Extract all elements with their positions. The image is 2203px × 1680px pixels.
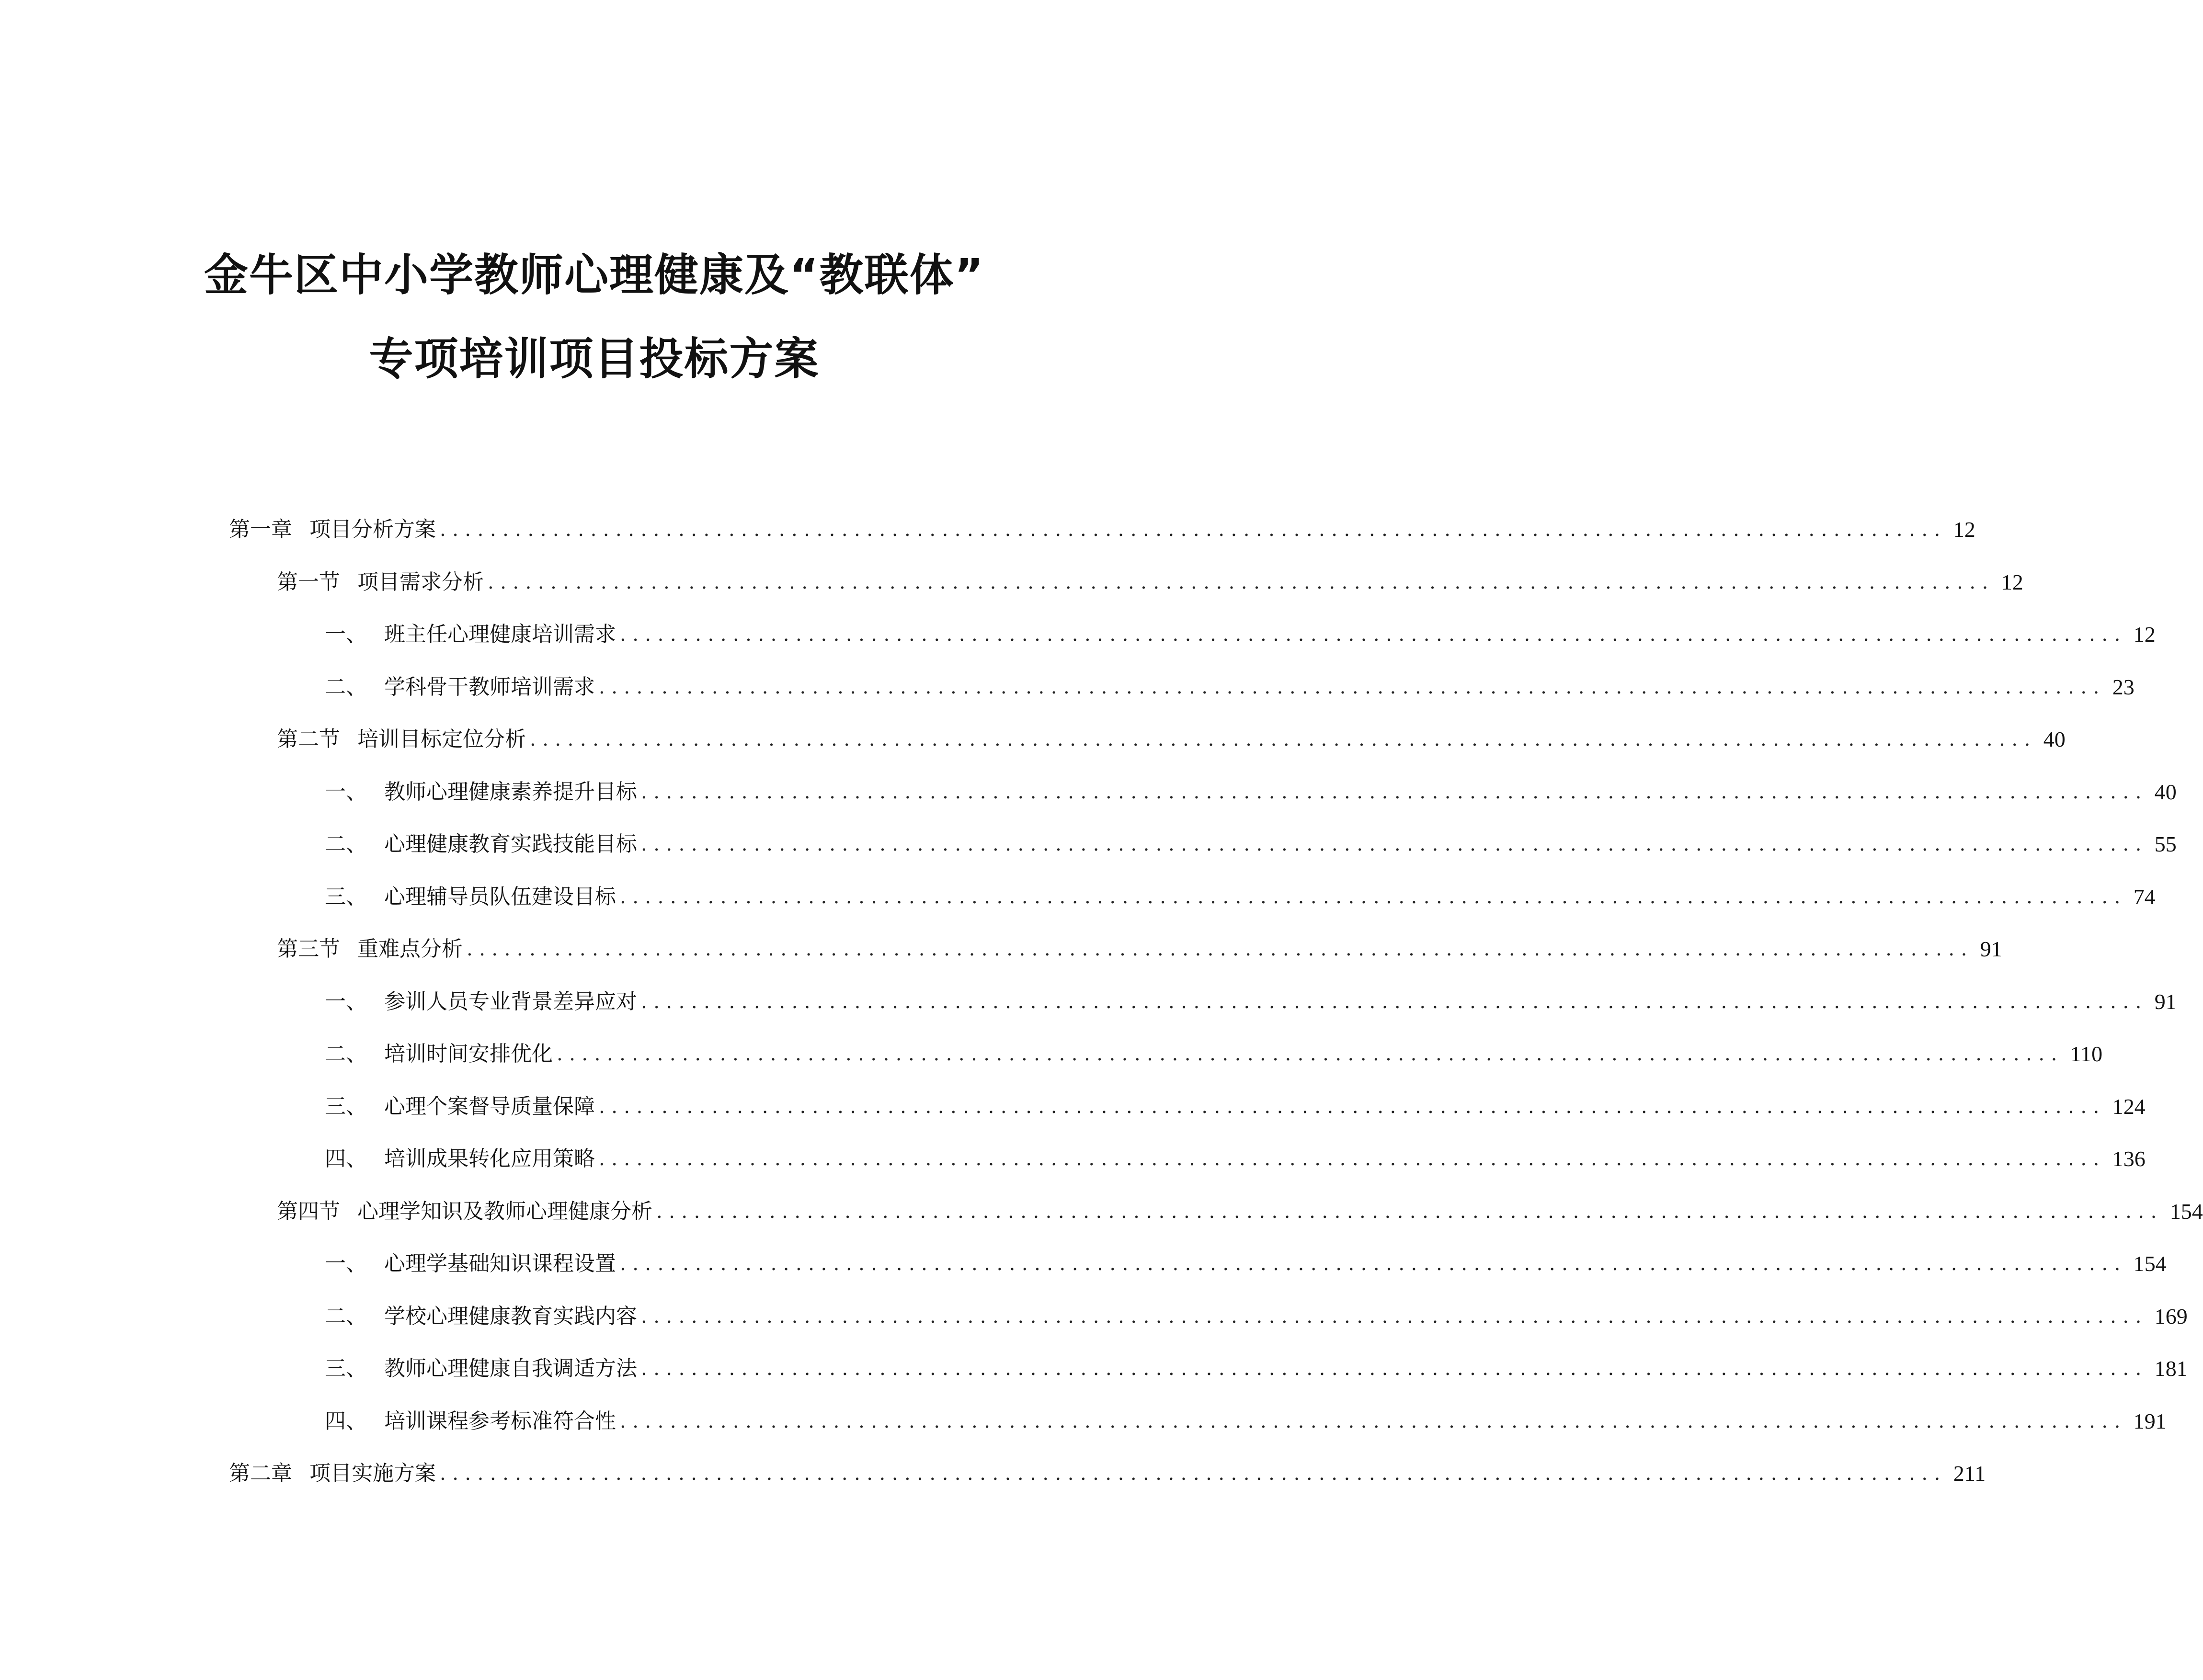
toc-entry[interactable]: [325, 773, 2177, 811]
toc-page-number: 191: [2133, 1409, 2167, 1433]
document-title-line-1: 金牛区中小学教师心理健康及“教联体”: [204, 250, 984, 301]
toc-entry[interactable]: [277, 563, 2023, 602]
toc-entry-label: [277, 1192, 656, 1231]
toc-entry-text: 班主任心理健康培训需求: [384, 622, 616, 647]
toc-entry-text: 项目分析方案: [309, 517, 436, 542]
toc-entry-text: 心理健康教育实践技能目标: [384, 832, 637, 856]
toc-entry[interactable]: [325, 1350, 2188, 1388]
toc-entry-number: 第三节: [277, 937, 340, 961]
toc-entry-text: 项目实施方案: [309, 1461, 436, 1486]
toc-entry-text: 心理学知识及教师心理健康分析: [357, 1199, 652, 1224]
toc-entry[interactable]: [325, 1035, 2103, 1073]
toc-entry-label: [325, 1245, 620, 1283]
toc-entry-number: 第一章: [229, 517, 292, 542]
toc-entry[interactable]: [277, 930, 2002, 968]
toc-entry-label: [277, 930, 467, 968]
toc-entry-number: 第二章: [229, 1461, 292, 1486]
toc-entry-label: [325, 1297, 641, 1336]
toc-entry-label: [277, 720, 530, 759]
toc-entry-label: [229, 511, 440, 549]
toc-page-number: 91: [2154, 989, 2177, 1014]
toc-entry[interactable]: [325, 1402, 2167, 1441]
toc-entry-label: [325, 1035, 557, 1073]
toc-entry[interactable]: [325, 1140, 2146, 1178]
toc-entry[interactable]: [325, 1297, 2188, 1336]
toc-entry-number: 四、: [325, 1409, 367, 1433]
toc-entry-text: 培训课程参考标准符合性: [384, 1409, 616, 1433]
toc-entry-number: 一、: [325, 989, 367, 1014]
toc-entry-text: 培训时间安排优化: [384, 1042, 553, 1066]
toc-leader-dots: ........................................................................................................................: [440, 1463, 1947, 1485]
toc-page-number: 55: [2154, 832, 2177, 856]
toc-entry-text: 心理辅导员队伍建设目标: [384, 885, 616, 909]
toc-entry-label: [325, 825, 641, 863]
toc-entry-label: [325, 615, 620, 654]
toc-entry-number: 三、: [325, 885, 367, 909]
toc-entry-label: [325, 1088, 599, 1126]
toc-entry-text: 教师心理健康自我调适方法: [384, 1356, 637, 1381]
toc-page-number: 154: [2133, 1251, 2167, 1276]
toc-entry-label: [325, 1402, 620, 1441]
toc-entry-number: 四、: [325, 1146, 367, 1171]
toc-entry-label: [325, 773, 641, 811]
toc-entry[interactable]: [325, 668, 2135, 706]
toc-entry-number: 第四节: [277, 1199, 340, 1224]
toc-entry-text: 重难点分析: [357, 937, 463, 961]
toc-entry-text: 培训目标定位分析: [357, 727, 526, 751]
toc-leader-dots: ........................................................................................................................: [599, 1096, 2106, 1118]
toc-entry-text: 项目需求分析: [357, 570, 484, 594]
toc-page-number: 12: [1953, 517, 1975, 542]
toc-page-number: 169: [2154, 1304, 2188, 1328]
toc-entry-number: 二、: [325, 675, 367, 699]
toc-entry-text: 教师心理健康素养提升目标: [384, 780, 637, 804]
toc-entry[interactable]: [325, 615, 2156, 654]
toc-entry-text: 心理学基础知识课程设置: [384, 1251, 616, 1276]
toc-entry-text: 学科骨干教师培训需求: [384, 675, 595, 699]
toc-page-number: 23: [2112, 675, 2135, 699]
toc-entry[interactable]: [277, 720, 2066, 759]
toc-leader-dots: ........................................................................................................................: [488, 571, 1995, 593]
toc-entry[interactable]: [229, 511, 1975, 549]
toc-entry-number: 二、: [325, 1042, 367, 1066]
toc-entry-number: 一、: [325, 1251, 367, 1276]
toc-entry[interactable]: [277, 1192, 2203, 1231]
toc-entry-label: [277, 563, 488, 602]
toc-entry-label: [229, 1454, 440, 1493]
toc-entry[interactable]: [325, 983, 2177, 1021]
toc-page-number: 12: [2133, 622, 2156, 647]
toc-page-number: 91: [1980, 937, 2002, 961]
toc-page-number: 136: [2112, 1146, 2146, 1171]
toc-leader-dots: ........................................................................................................................: [641, 833, 2148, 855]
toc-page-number: 211: [1953, 1461, 1986, 1486]
toc-entry[interactable]: [325, 1245, 2167, 1283]
toc-leader-dots: ........................................................................................................................: [620, 1253, 2127, 1275]
toc-entry-number: 二、: [325, 832, 367, 856]
toc-page-number: 154: [2169, 1199, 2203, 1224]
toc-page-number: 124: [2112, 1094, 2146, 1119]
toc-entry-text: 培训成果转化应用策略: [384, 1146, 595, 1171]
toc-leader-dots: ........................................................................................................................: [641, 781, 2148, 803]
toc-leader-dots: ........................................................................................................................: [530, 728, 2037, 750]
toc-leader-dots: ........................................................................................................................: [641, 1305, 2148, 1328]
toc-entry-number: 第一节: [277, 570, 340, 594]
toc-leader-dots: ........................................................................................................................: [620, 886, 2127, 908]
toc-entry-text: 参训人员专业背景差异应对: [384, 989, 637, 1014]
toc-leader-dots: ........................................................................................................................: [620, 624, 2127, 646]
toc-entry[interactable]: [229, 1454, 1986, 1493]
toc-page-number: 40: [2043, 727, 2066, 751]
toc-leader-dots: ........................................................................................................................: [467, 938, 1974, 960]
toc-leader-dots: ........................................................................................................................: [620, 1410, 2127, 1432]
toc-leader-dots: ........................................................................................................................: [599, 1148, 2106, 1170]
toc-entry-label: [325, 983, 641, 1021]
toc-page-number: 40: [2154, 780, 2177, 804]
toc-leader-dots: ........................................................................................................................: [641, 991, 2148, 1013]
toc-entry-number: 二、: [325, 1304, 367, 1328]
toc-entry-number: 一、: [325, 622, 367, 647]
toc-entry-label: [325, 878, 620, 916]
toc-entry-number: 三、: [325, 1094, 367, 1119]
toc-entry-number: 三、: [325, 1356, 367, 1381]
toc-page-number: 12: [2001, 570, 2023, 594]
toc-entry-label: [325, 668, 599, 706]
toc-entry-label: [325, 1140, 599, 1178]
toc-entry-number: 一、: [325, 780, 367, 804]
toc-leader-dots: ........................................................................................................................: [656, 1201, 2163, 1223]
toc-leader-dots: ........................................................................................................................: [557, 1043, 2064, 1065]
toc-entry-text: 学校心理健康教育实践内容: [384, 1304, 637, 1328]
toc-entry-label: [325, 1350, 641, 1388]
toc-page-number: 181: [2154, 1356, 2188, 1381]
toc-entry[interactable]: [325, 825, 2177, 863]
toc-leader-dots: ........................................................................................................................: [641, 1358, 2148, 1380]
toc-entry-number: 第二节: [277, 727, 340, 751]
toc-entry[interactable]: [325, 878, 2156, 916]
toc-leader-dots: ........................................................................................................................: [440, 519, 1947, 541]
toc-entry-text: 心理个案督导质量保障: [384, 1094, 595, 1119]
toc-entry[interactable]: [325, 1088, 2146, 1126]
document-title-line-2: 专项培训项目投标方案: [369, 333, 820, 385]
toc-page-number: 110: [2070, 1042, 2103, 1066]
toc-leader-dots: ........................................................................................................................: [599, 676, 2106, 698]
toc-page-number: 74: [2133, 885, 2156, 909]
